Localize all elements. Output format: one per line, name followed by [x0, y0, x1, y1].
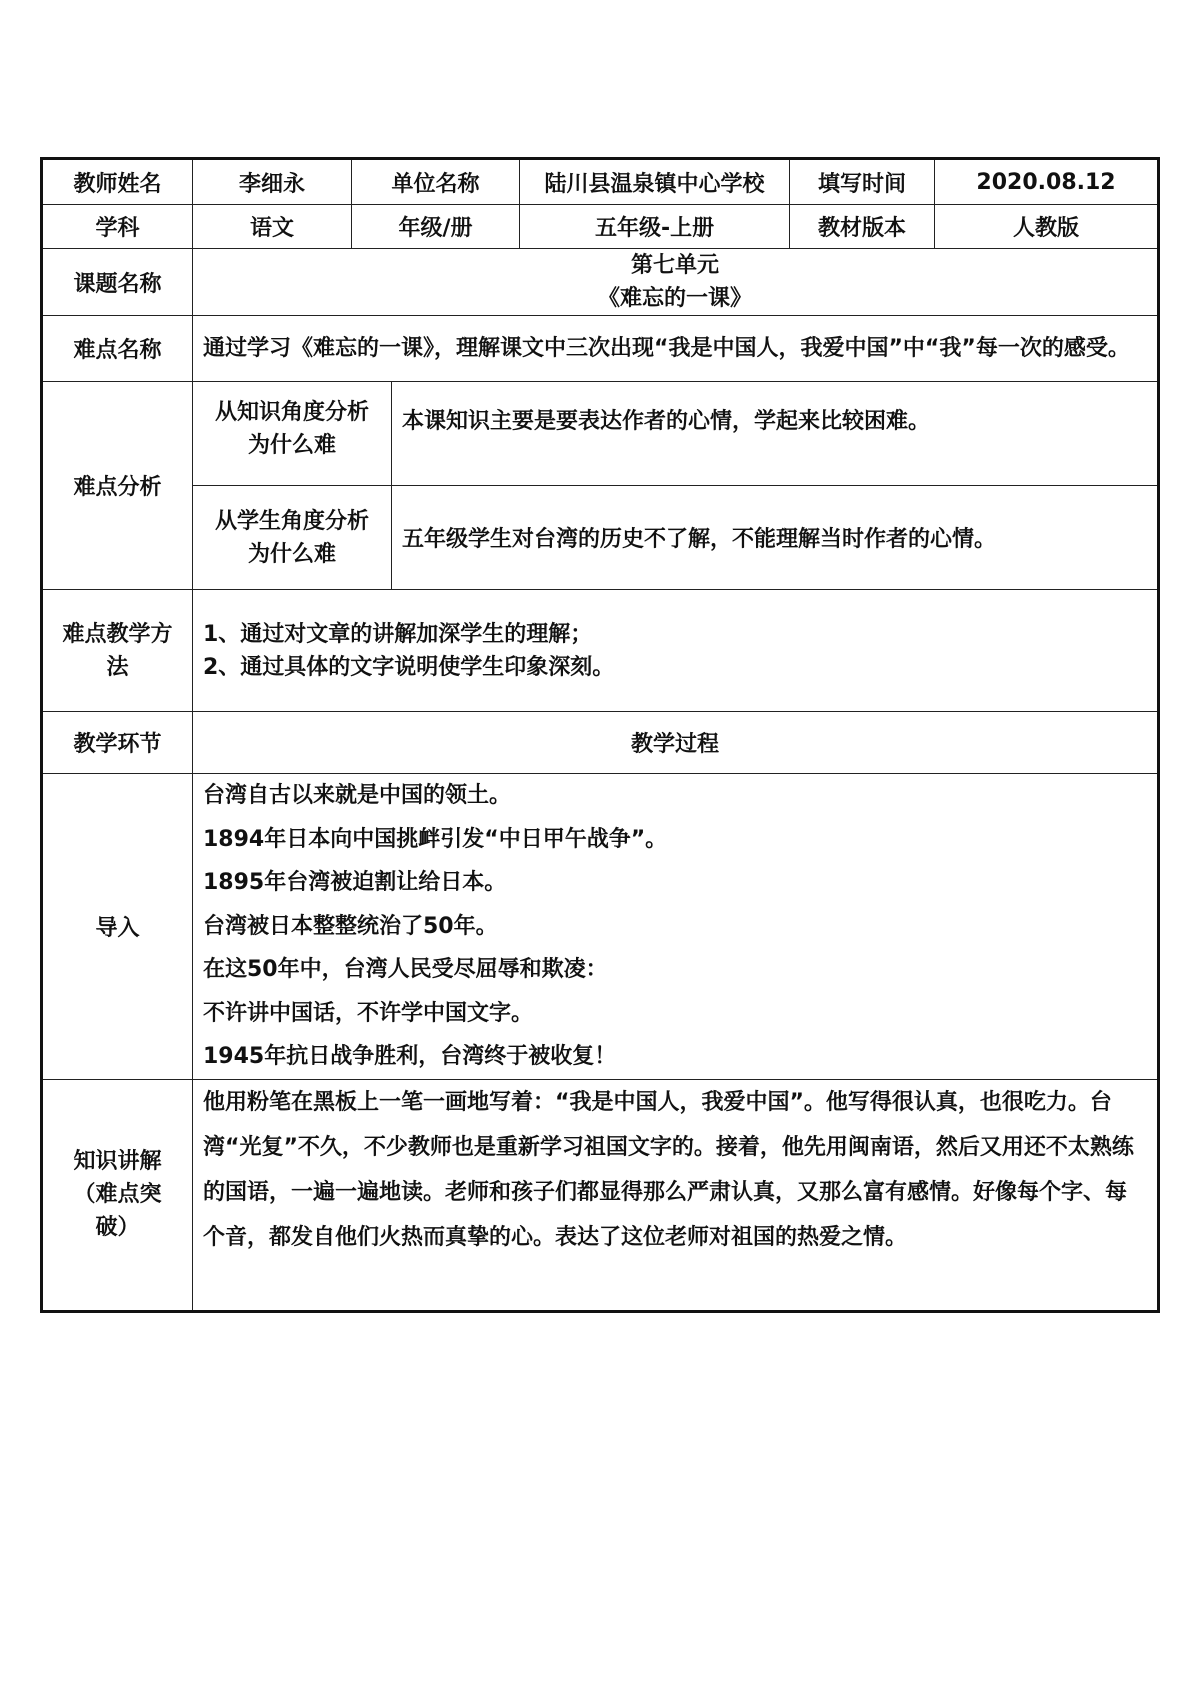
intro-line: 台湾自古以来就是中国的领土。	[203, 783, 512, 808]
topic-unit: 第七单元	[631, 253, 720, 278]
lesson-plan-table	[40, 157, 1160, 1313]
grade-label: 年级/册	[352, 205, 520, 249]
student-angle-line1: 从学生角度分析	[214, 508, 369, 534]
knowledge-angle-line1: 从知识角度分析	[214, 400, 369, 425]
method-items	[193, 590, 1159, 712]
knowledge-angle-label	[193, 382, 392, 486]
student-angle-text: 五年级学生对台湾的历史不了解，不能理解当时作者的心情。	[392, 486, 1159, 590]
explain-label-line2: （难点突	[73, 1182, 162, 1207]
date-value: 2020.08.12	[935, 159, 1159, 205]
explain-label	[42, 1079, 193, 1311]
intro-line: 在这50年中，台湾人民受尽屈辱和欺凌：	[203, 957, 608, 982]
header-row-1	[42, 159, 1159, 205]
knowledge-angle-text: 本课知识主要是要表达作者的心情，学起来比较困难。	[392, 382, 1159, 486]
intro-row	[42, 774, 1159, 1080]
analysis-student-row	[42, 486, 1159, 590]
knowledge-angle-line2: 为什么难	[247, 433, 336, 458]
method-label	[42, 590, 193, 712]
difficulty-text: 通过学习《难忘的一课》，理解课文中三次出现“我是中国人，我爱中国”中“我”每一次的感受。	[193, 316, 1159, 382]
topic-row	[42, 249, 1159, 316]
difficulty-row	[42, 316, 1159, 382]
process-header-row	[42, 712, 1159, 774]
topic-title: 《难忘的一课》	[598, 286, 753, 311]
difficulty-label: 难点名称	[42, 316, 193, 382]
explain-label-line1: 知识讲解	[73, 1149, 162, 1174]
explain-label-line3: 破）	[95, 1215, 140, 1240]
date-label: 填写时间	[790, 159, 935, 205]
topic-label: 课题名称	[42, 249, 193, 316]
explain-text: 他用粉笔在黑板上一笔一画地写着：“我是中国人，我爱中国”。他写得很认真，也很吃力。台湾“光复”不久，不少教师也是重新学习祖国文字的。接着，他先用闽南语，然后又用还不太熟练的国语，一遍一遍地读。老师和孩子们都显得那么严肃认真，又那么富有感情。好像每个字、每个音，都发自他们火热而真挚的心。表达了这位老师对祖国的热爱之情。	[193, 1079, 1159, 1311]
unit-label: 单位名称	[352, 159, 520, 205]
explain-row	[42, 1079, 1159, 1311]
subject-label: 学科	[42, 205, 193, 249]
intro-line: 1894年日本向中国挑衅引发“中日甲午战争”。	[203, 826, 668, 852]
unit-value: 陆川县温泉镇中心学校	[520, 159, 790, 205]
method-item: 1、通过对文章的讲解加深学生的理解；	[203, 621, 593, 647]
teacher-value: 李细永	[193, 159, 352, 205]
method-item: 2、通过具体的文字说明使学生印象深刻。	[203, 654, 615, 680]
stage-header: 教学环节	[42, 712, 193, 774]
student-angle-line2: 为什么难	[247, 541, 336, 567]
student-angle-label	[193, 486, 392, 590]
intro-line: 台湾被日本整整统治了50年。	[203, 913, 498, 939]
intro-line: 1945年抗日战争胜利，台湾终于被收复！	[203, 1044, 617, 1069]
teacher-label: 教师姓名	[42, 159, 193, 205]
intro-content	[193, 774, 1159, 1080]
header-row-2	[42, 205, 1159, 249]
analysis-label: 难点分析	[42, 382, 193, 590]
method-row	[42, 590, 1159, 712]
intro-line: 不许讲中国话，不许学中国文字。	[203, 1000, 534, 1026]
edition-label: 教材版本	[790, 205, 935, 249]
analysis-knowledge-row	[42, 382, 1159, 486]
edition-value: 人教版	[935, 205, 1159, 249]
topic-value	[193, 249, 1159, 316]
method-label-line2: 法	[106, 654, 129, 680]
method-label-line1: 难点教学方	[62, 621, 173, 647]
intro-line: 1895年台湾被迫割让给日本。	[203, 870, 507, 895]
process-header: 教学过程	[193, 712, 1159, 774]
subject-value: 语文	[193, 205, 352, 249]
grade-value: 五年级-上册	[520, 205, 790, 249]
intro-label: 导入	[42, 774, 193, 1080]
